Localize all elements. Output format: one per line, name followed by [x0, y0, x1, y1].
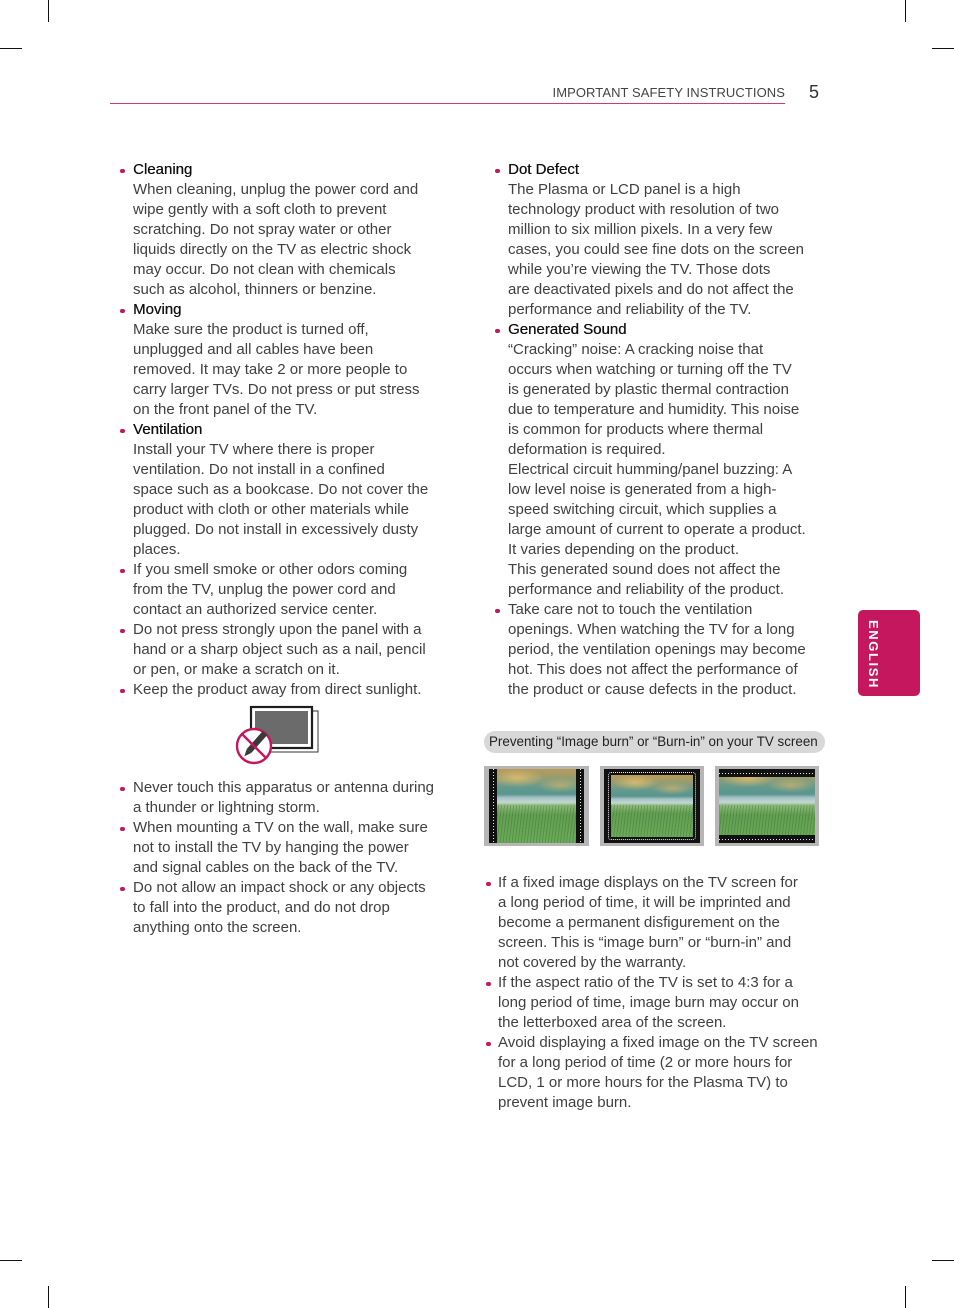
text-line: is generated by plastic thermal contraction — [508, 381, 789, 398]
text-line: are deactivated pixels and do not affect the — [508, 281, 794, 298]
paragraph — [133, 878, 434, 938]
bullet-item-ventilation — [133, 420, 428, 560]
paragraph — [133, 620, 428, 680]
bullet-item — [133, 878, 434, 938]
section-title: IMPORTANT SAFETY INSTRUCTIONS — [552, 85, 785, 100]
bullet-item — [133, 620, 428, 680]
text-line: If you smell smoke or other odors coming — [133, 561, 408, 578]
header-rule — [110, 103, 785, 104]
tv-prohibited-pen-illustration — [232, 703, 322, 767]
burn-in-frame-image — [600, 766, 704, 846]
burn-in-bar-right — [576, 769, 584, 843]
paragraph — [133, 680, 428, 700]
crop-mark — [0, 48, 22, 49]
text-line: low level noise is generated from a high- — [508, 481, 777, 498]
text-line: ventilation. Do not install in a confined — [133, 461, 385, 478]
item-title: Moving — [133, 301, 182, 318]
text-line: LCD, 1 or more hours for the Plasma TV) to — [498, 1074, 788, 1091]
bullet-item — [133, 778, 434, 818]
crop-mark — [48, 1286, 49, 1308]
text-line: period, the ventilation openings may become — [508, 641, 806, 658]
text-line: Install your TV where there is proper — [133, 441, 375, 458]
crop-mark — [932, 48, 954, 49]
text-line: openings. When watching the TV for a long — [508, 621, 795, 638]
bullet-item-moving — [133, 300, 428, 420]
text-line: to fall into the product, and do not drop — [133, 899, 390, 916]
paragraph — [508, 340, 806, 460]
text-line: on the front panel of the TV. — [133, 401, 318, 418]
text-line: a thunder or lightning storm. — [133, 799, 320, 816]
bullet-item-generated-sound — [508, 320, 806, 600]
bullet-icon — [495, 169, 500, 174]
text-line: become a permanent disfigurement on the — [498, 914, 780, 931]
text-line: long period of time, image burn may occur on — [498, 994, 799, 1011]
text-line: and signal cables on the back of the TV. — [133, 859, 399, 876]
item-title: Generated Sound — [508, 321, 627, 338]
text-line: places. — [133, 541, 181, 558]
bullet-icon — [486, 882, 491, 887]
bullet-icon — [495, 609, 500, 614]
text-line: It varies depending on the product. — [508, 541, 739, 558]
bullet-icon — [486, 1042, 491, 1047]
text-line: hot. This does not affect the performance of — [508, 661, 798, 678]
text-line: wipe gently with a soft cloth to prevent — [133, 201, 387, 218]
text-line: while you’re viewing the TV. Those dots — [508, 261, 771, 278]
burn-in-letterbox-image — [715, 766, 819, 846]
paragraph — [498, 973, 818, 1033]
text-line: When cleaning, unplug the power cord and — [133, 181, 419, 198]
language-tab — [858, 610, 920, 696]
text-line: Do not press strongly upon the panel with a — [133, 621, 422, 638]
bullet-item — [133, 680, 428, 700]
text-line: hand or a sharp object such as a nail, pencil — [133, 641, 426, 658]
bullet-icon — [120, 169, 125, 174]
text-line: If the aspect ratio of the TV is set to 4:3 for a — [498, 974, 793, 991]
bullet-item — [498, 973, 818, 1033]
burn-in-list — [498, 873, 818, 1113]
bullet-icon — [120, 309, 125, 314]
bullet-icon — [120, 429, 125, 434]
text-line: Electrical circuit humming/panel buzzing: A — [508, 461, 793, 478]
text-line: unplugged and all cables have been — [133, 341, 374, 358]
burn-in-pillarbox-image — [484, 766, 589, 846]
text-line: large amount of current to operate a product. — [508, 521, 806, 538]
text-line: plugged. Do not install in excessively dusty — [133, 521, 419, 538]
paragraph — [133, 440, 428, 560]
text-line: If a fixed image displays on the TV screen for — [498, 874, 798, 891]
text-line: occurs when watching or turning off the TV — [508, 361, 792, 378]
text-line: scratching. Do not spray water or other — [133, 221, 392, 238]
item-title: Dot Defect — [508, 161, 579, 178]
text-line: due to temperature and humidity. This noise — [508, 401, 800, 418]
burn-in-bar-top — [719, 769, 815, 777]
text-line: technology product with resolution of two — [508, 201, 779, 218]
paragraph — [498, 873, 818, 973]
text-line: prevent image burn. — [498, 1094, 632, 1111]
grass-field-scene — [719, 769, 815, 843]
text-line: product with cloth or other materials while — [133, 501, 409, 518]
text-line: Make sure the product is turned off, — [133, 321, 369, 338]
paragraph — [508, 460, 806, 560]
bullet-icon — [120, 629, 125, 634]
text-line: such as alcohol, thinners or benzine. — [133, 281, 377, 298]
text-line: is common for products where thermal — [508, 421, 764, 438]
text-line: contact an authorized service center. — [133, 601, 378, 618]
burn-in-heading: Preventing “Image burn” or “Burn-in” on your TV screen — [484, 731, 825, 753]
bullet-item — [498, 1033, 818, 1113]
bullet-icon — [120, 569, 125, 574]
language-tab-label: ENGLISH — [866, 620, 881, 689]
text-line: The Plasma or LCD panel is a high — [508, 181, 741, 198]
burn-in-dotted-outline — [608, 772, 696, 840]
text-line: million to six million pixels. In a very few — [508, 221, 773, 238]
text-line: “Cracking” noise: A cracking noise that — [508, 341, 764, 358]
paragraph — [133, 778, 434, 818]
text-line: removed. It may take 2 or more people to — [133, 361, 408, 378]
text-line: for a long period of time (2 or more hours for — [498, 1054, 793, 1071]
left-column-list-continued — [133, 778, 434, 938]
text-line: the letterboxed area of the screen. — [498, 1014, 727, 1031]
crop-mark — [48, 0, 49, 22]
bullet-icon — [486, 982, 491, 987]
bullet-item-dot-defect — [508, 160, 806, 320]
bullet-icon — [120, 689, 125, 694]
text-line: When mounting a TV on the wall, make sure — [133, 819, 428, 836]
bullet-item-cleaning — [133, 160, 428, 300]
crop-mark — [905, 1286, 906, 1308]
text-line: performance and reliability of the product. — [508, 581, 784, 598]
text-line: anything onto the screen. — [133, 919, 302, 936]
text-line: liquids directly on the TV as electric shock — [133, 241, 412, 258]
bullet-icon — [120, 787, 125, 792]
item-title: Cleaning — [133, 161, 193, 178]
page-number: 5 — [809, 82, 820, 102]
crop-mark — [0, 1260, 22, 1261]
paragraph — [508, 180, 806, 320]
bullet-item — [508, 600, 806, 700]
bullet-icon — [495, 329, 500, 334]
text-line: may occur. Do not clean with chemicals — [133, 261, 396, 278]
text-line: Take care not to touch the ventilation — [508, 601, 753, 618]
left-column-list — [133, 160, 428, 700]
text-line: Never touch this apparatus or antenna during — [133, 779, 435, 796]
bullet-item — [498, 873, 818, 973]
text-line: This generated sound does not affect the — [508, 561, 781, 578]
paragraph — [133, 818, 434, 878]
text-line: the product or cause defects in the product. — [508, 681, 797, 698]
text-line: from the TV, unplug the power cord and — [133, 581, 396, 598]
text-line: a long period of time, it will be imprinted and — [498, 894, 791, 911]
burn-in-bar-bottom — [719, 835, 815, 843]
text-line: Do not allow an impact shock or any objects — [133, 879, 426, 896]
right-column-list — [508, 160, 806, 700]
text-line: deformation is required. — [508, 441, 666, 458]
paragraph — [498, 1033, 818, 1113]
bullet-icon — [120, 827, 125, 832]
bullet-item — [133, 818, 434, 878]
text-line: space such as a bookcase. Do not cover the — [133, 481, 429, 498]
text-line: Keep the product away from direct sunlight. — [133, 681, 422, 698]
bullet-icon — [120, 887, 125, 892]
text-line: carry larger TVs. Do not press or put stress — [133, 381, 420, 398]
item-title: Ventilation — [133, 421, 203, 438]
burn-in-bar-left — [489, 769, 497, 843]
crop-mark — [905, 0, 906, 22]
text-line: not to install the TV by hanging the power — [133, 839, 409, 856]
paragraph — [508, 560, 806, 600]
grass-field-scene — [489, 769, 584, 843]
paragraph — [133, 320, 428, 420]
text-line: screen. This is “image burn” or “burn-in” and — [498, 934, 792, 951]
text-line: performance and reliability of the TV. — [508, 301, 752, 318]
paragraph — [133, 180, 428, 300]
text-line: or pen, or make a scratch on it. — [133, 661, 340, 678]
paragraph — [133, 560, 428, 620]
crop-mark — [932, 1260, 954, 1261]
paragraph — [508, 600, 806, 700]
text-line: cases, you could see fine dots on the screen — [508, 241, 805, 258]
text-line: Avoid displaying a fixed image on the TV screen — [498, 1034, 818, 1051]
bullet-item — [133, 560, 428, 620]
text-line: speed switching circuit, which supplies a — [508, 501, 777, 518]
text-line: not covered by the warranty. — [498, 954, 687, 971]
